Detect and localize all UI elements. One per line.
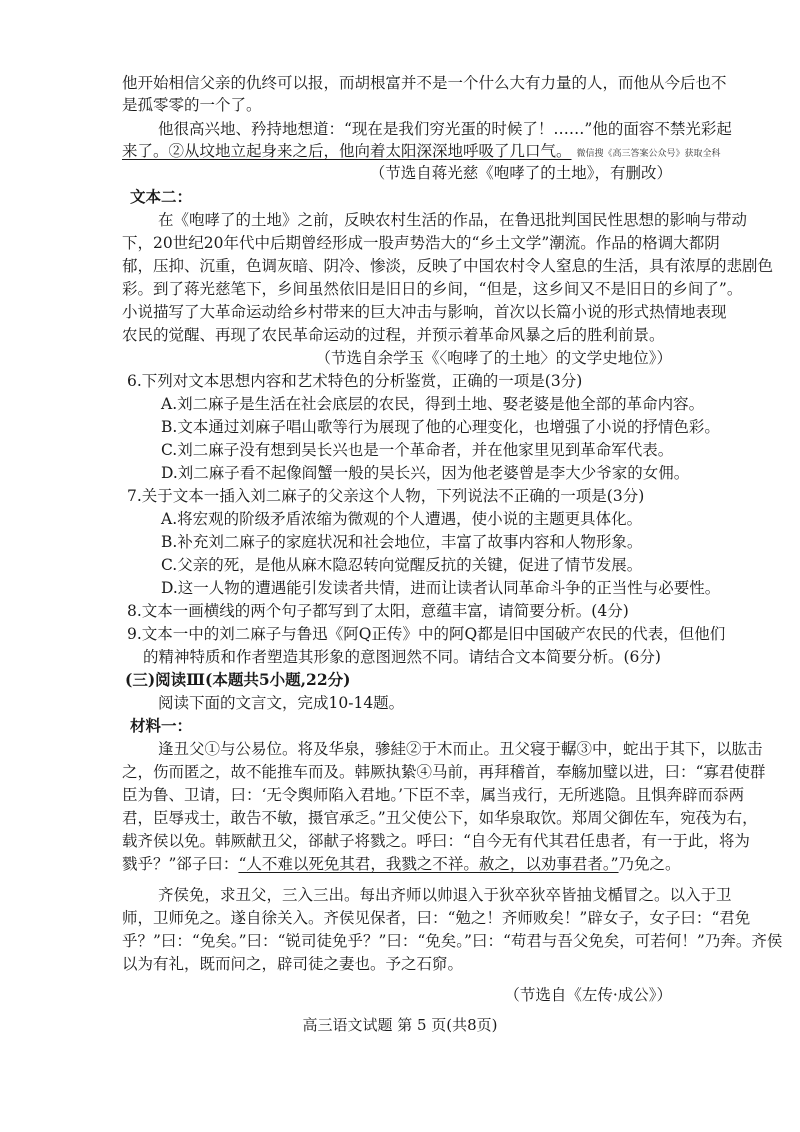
text-line: 小说描写了大革命运动给乡村带来的巨大冲击与影响，首次以长篇小说的形式热情地表现 xyxy=(122,303,727,321)
text-line: 他开始相信父亲的仇终可以报，而胡根富并不是一个什么大有力量的人，而他从今后也不 xyxy=(122,74,727,92)
question-7-option-d: D.这一人物的遭遇能引发读者共情，进而让读者认同革命斗争的正当性与必要性。 xyxy=(161,579,721,597)
question-6-option-a: A.刘二麻子是生活在社会底层的农民，得到土地、娶老婆是他全部的革命内容。 xyxy=(161,395,705,413)
classical-text-line: 之，伤而匿之，故不能推车而及。韩厥执絷④马前，再拜稽首，奉觞加璧以进，曰：“寡君使群 xyxy=(122,763,766,781)
text-line: 是孤零零的一个了。 xyxy=(122,96,262,114)
classical-text-line: 载齐侯以免。韩厥献丑父，郤献子将戮之。呼曰：“自今无有代其君任患者，有一于此，将为 xyxy=(122,832,750,850)
classical-text-line: 乎？”曰：“免矣。”曰：“锐司徒免乎？”曰：“免矣。”曰：“苟君与吾父免矣，可若何！”乃奔。齐侯 xyxy=(122,932,783,950)
classical-text-line: 君，臣辱戎士，敢告不敏，摄官承乏。”丑父使公下，如华泉取饮。郑周父御佐车，宛茷为右， xyxy=(122,809,758,827)
watermark-note: 微信搜《高三答案公众号》获取全科 xyxy=(576,149,721,159)
material-1-title: 材料一： xyxy=(130,716,193,735)
text-line: 彩。到了蒋光慈笔下，乡间虽然依旧是旧日的乡间，“但是，这乡间又不是旧日的乡间了”。 xyxy=(122,280,743,298)
page-footer: 高三语文试题 第 5 页(共8页) xyxy=(302,1016,498,1034)
text-line: 郁，压抑、沉重，色调灰暗、阴冷、惨淡，反映了中国农村令人窒息的生活，具有浓厚的悲剧色 xyxy=(122,257,774,275)
section-3-intro: 阅读下面的文言文，完成10-14题。 xyxy=(158,694,405,712)
question-6-stem: 6.下列对文本思想内容和艺术特色的分析鉴赏，正确的一项是(3分) xyxy=(127,372,583,390)
classical-text-line xyxy=(122,853,681,875)
question-7-option-c: C.父亲的死，是他从麻木隐忍转向觉醒反抗的关键，促进了情节发展。 xyxy=(161,556,643,574)
text-line: 农民的觉醒、再现了农民革命运动的过程，并预示着革命风暴之后的胜利前景。 xyxy=(122,326,665,344)
source-note: （节选自蒋光慈《咆哮了的土地》，有删改） xyxy=(369,164,672,182)
classical-text-line: 臣为鲁、卫请，曰：‘无令舆师陷入君地。’下臣不幸，属当戎行，无所逃隐。且惧奔辟而忝两 xyxy=(122,786,745,804)
underlined-sentence: 来了。②从坟地立起身来之后，他向着太阳深深地呼吸了几口气。 xyxy=(122,142,572,160)
underlined-sentence: “人不难以死免其君，我戮之不祥。赦之，以劝事君者。” xyxy=(238,855,619,873)
question-6-option-b: B.文本通过刘麻子唱山歌等行为展现了他的心理变化，也增强了小说的抒情色彩。 xyxy=(161,418,720,436)
question-9-line2: 的精神特质和作者塑造其形象的意图迥然不同。请结合文本简要分析。(6分) xyxy=(143,648,661,666)
classical-text-line: 齐侯免，求丑父，三入三出。每出齐师以帅退入于狄卒狄卒皆抽戈楯冒之。以入于卫 xyxy=(158,886,732,904)
text-line: 在《咆哮了的土地》之前，反映农村生活的作品，在鲁迅批判国民性思想的影响与带动 xyxy=(158,211,748,229)
section-3-title: (三)阅读Ⅲ(本题共5小题,22分) xyxy=(125,670,351,689)
classical-text-line: 逢丑父①与公易位。将及华泉，骖絓②于木而止。丑父寝于轏③中，蛇出于其下，以肱击 xyxy=(158,740,763,758)
text-line: 下，20世纪20年代中后期曾经形成一股声势浩大的“乡土文学”潮流。作品的格调大都阴 xyxy=(122,234,720,252)
classical-text-line: 以为有礼，既而问之，辟司徒之妻也。予之石窌。 xyxy=(122,955,464,973)
question-6-option-c: C.刘二麻子没有想到吴长兴也是一个革命者，并在他家里见到革命军代表。 xyxy=(161,441,674,459)
question-8: 8.文本一画横线的两个句子都写到了太阳，意蕴丰富，请简要分析。(4分) xyxy=(127,602,629,620)
source-note: （节选自《左传·成公》） xyxy=(504,986,672,1004)
question-9-line1: 9.文本一中的刘二麻子与鲁迅《阿Q正传》中的阿Q都是旧中国破产农民的代表，但他们 xyxy=(127,625,726,643)
question-7-stem: 7.关于文本一插入刘二麻子的父亲这个人物，下列说法不正确的一项是(3分) xyxy=(127,487,645,505)
classical-text-line: 师，卫师免之。遂自徐关入。齐侯见保者，曰：“勉之！齐师败矣！”辟女子，女子曰：“君免 xyxy=(122,909,751,927)
classical-text-segment: 乃免之。 xyxy=(618,855,681,873)
question-7-option-a: A.将宏观的阶级矛盾浓缩为微观的个人遭遇，使小说的主题更具体化。 xyxy=(161,510,643,528)
source-note: （节选自余学玉《〈咆哮了的土地〉的文学史地位》） xyxy=(315,349,672,367)
question-6-option-d: D.刘二麻子看不起像阎蟹一般的吴长兴，因为他老婆曾是李大少爷家的女佣。 xyxy=(161,464,690,482)
classical-text-segment: 戮乎？”郤子曰： xyxy=(122,855,239,873)
question-7-option-b: B.补充刘二麻子的家庭状况和社会地位，丰富了故事内容和人物形象。 xyxy=(161,533,643,551)
text-line: 他很高兴地、矜持地想道：“现在是我们穷光蛋的时候了！……”他的面容不禁光彩起 xyxy=(158,120,732,138)
section-title-text2: 文本二： xyxy=(130,187,193,206)
